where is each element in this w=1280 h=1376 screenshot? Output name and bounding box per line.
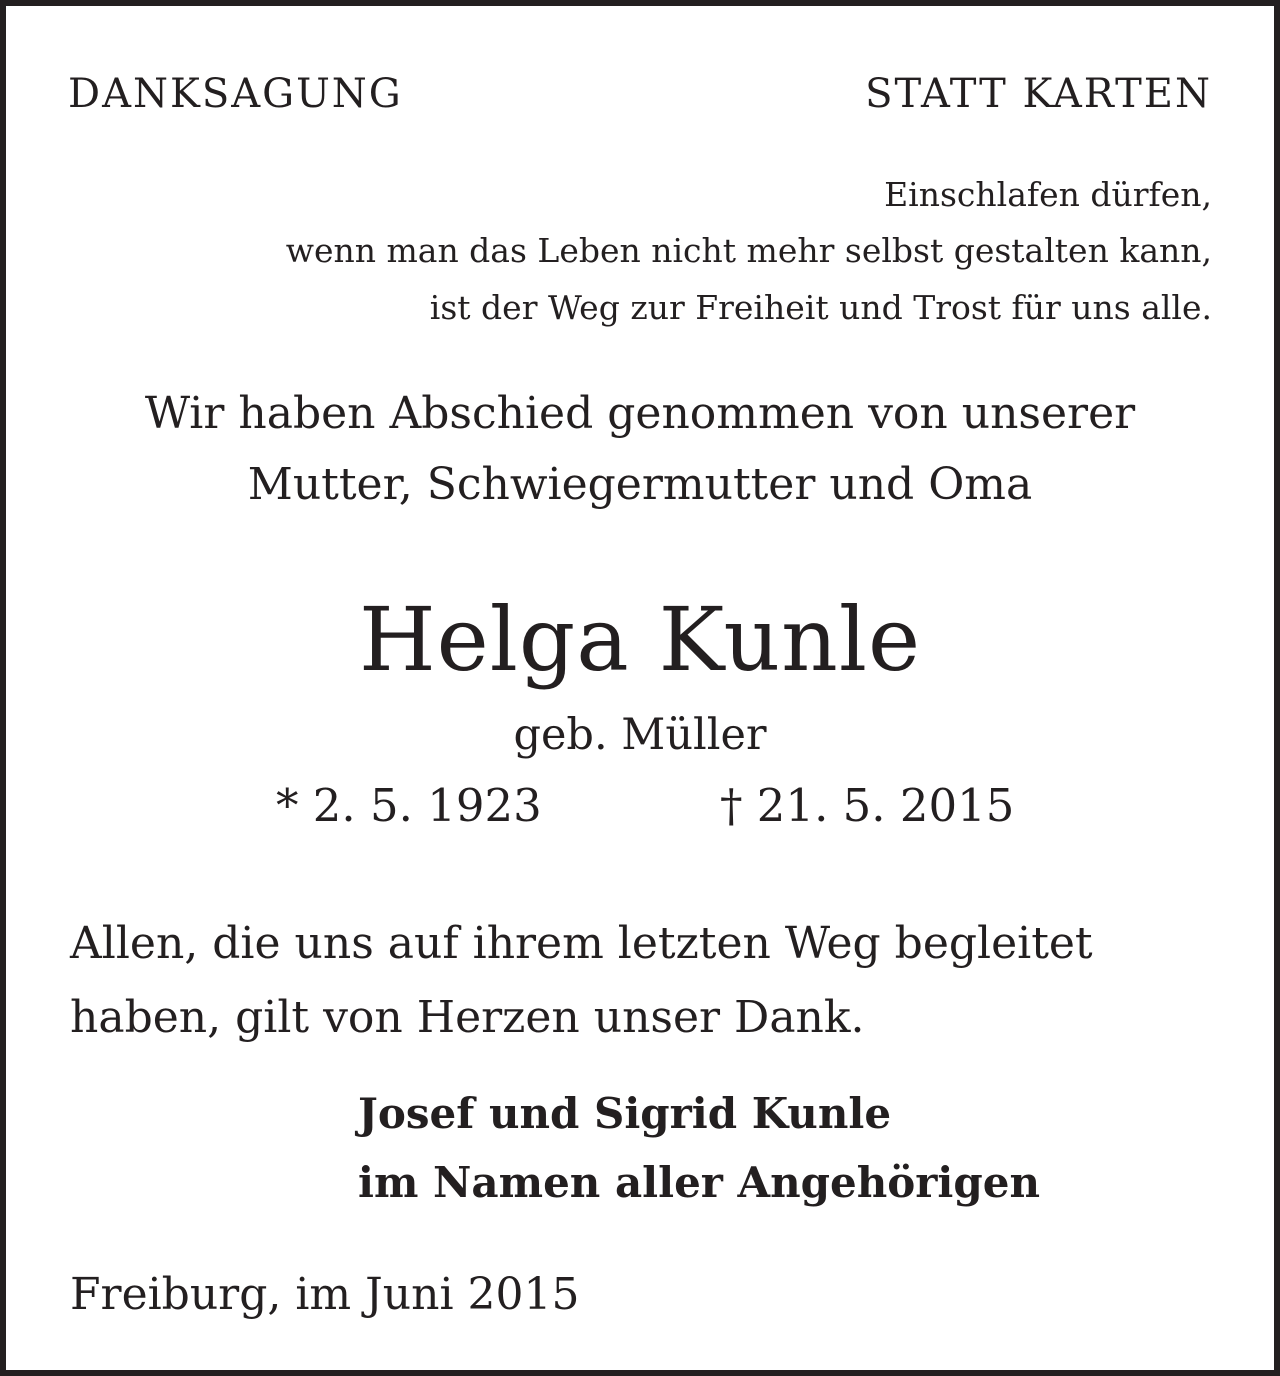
- thanks-line: haben, gilt von Herzen unser Dank.: [70, 992, 865, 1043]
- signature-line: im Namen aller Angehörigen: [358, 1158, 1041, 1207]
- poem-line: wenn man das Leben nicht mehr selbst gestalten kann,: [285, 231, 1212, 270]
- poem-line: Einschlafen dürfen,: [884, 175, 1212, 214]
- deceased-name: Helga Kunle: [358, 588, 922, 691]
- death-date: † 21. 5. 2015: [720, 779, 1015, 832]
- header-danksagung: DANKSAGUNG: [68, 71, 403, 117]
- birth-date: * 2. 5. 1923: [276, 779, 542, 832]
- maiden-name: geb. Müller: [513, 710, 767, 760]
- intro-line: Wir haben Abschied genommen von unserer: [144, 388, 1136, 439]
- signature-line: Josef und Sigrid Kunle: [358, 1089, 892, 1138]
- header-statt-karten: STATT KARTEN: [865, 71, 1212, 117]
- place-date: Freiburg, im Juni 2015: [70, 1269, 580, 1320]
- thanks-line: Allen, die uns auf ihrem letzten Weg begleitet: [70, 918, 1093, 969]
- intro-line: Mutter, Schwiegermutter und Oma: [247, 459, 1033, 510]
- poem-line: ist der Weg zur Freiheit und Trost für uns alle.: [429, 288, 1212, 327]
